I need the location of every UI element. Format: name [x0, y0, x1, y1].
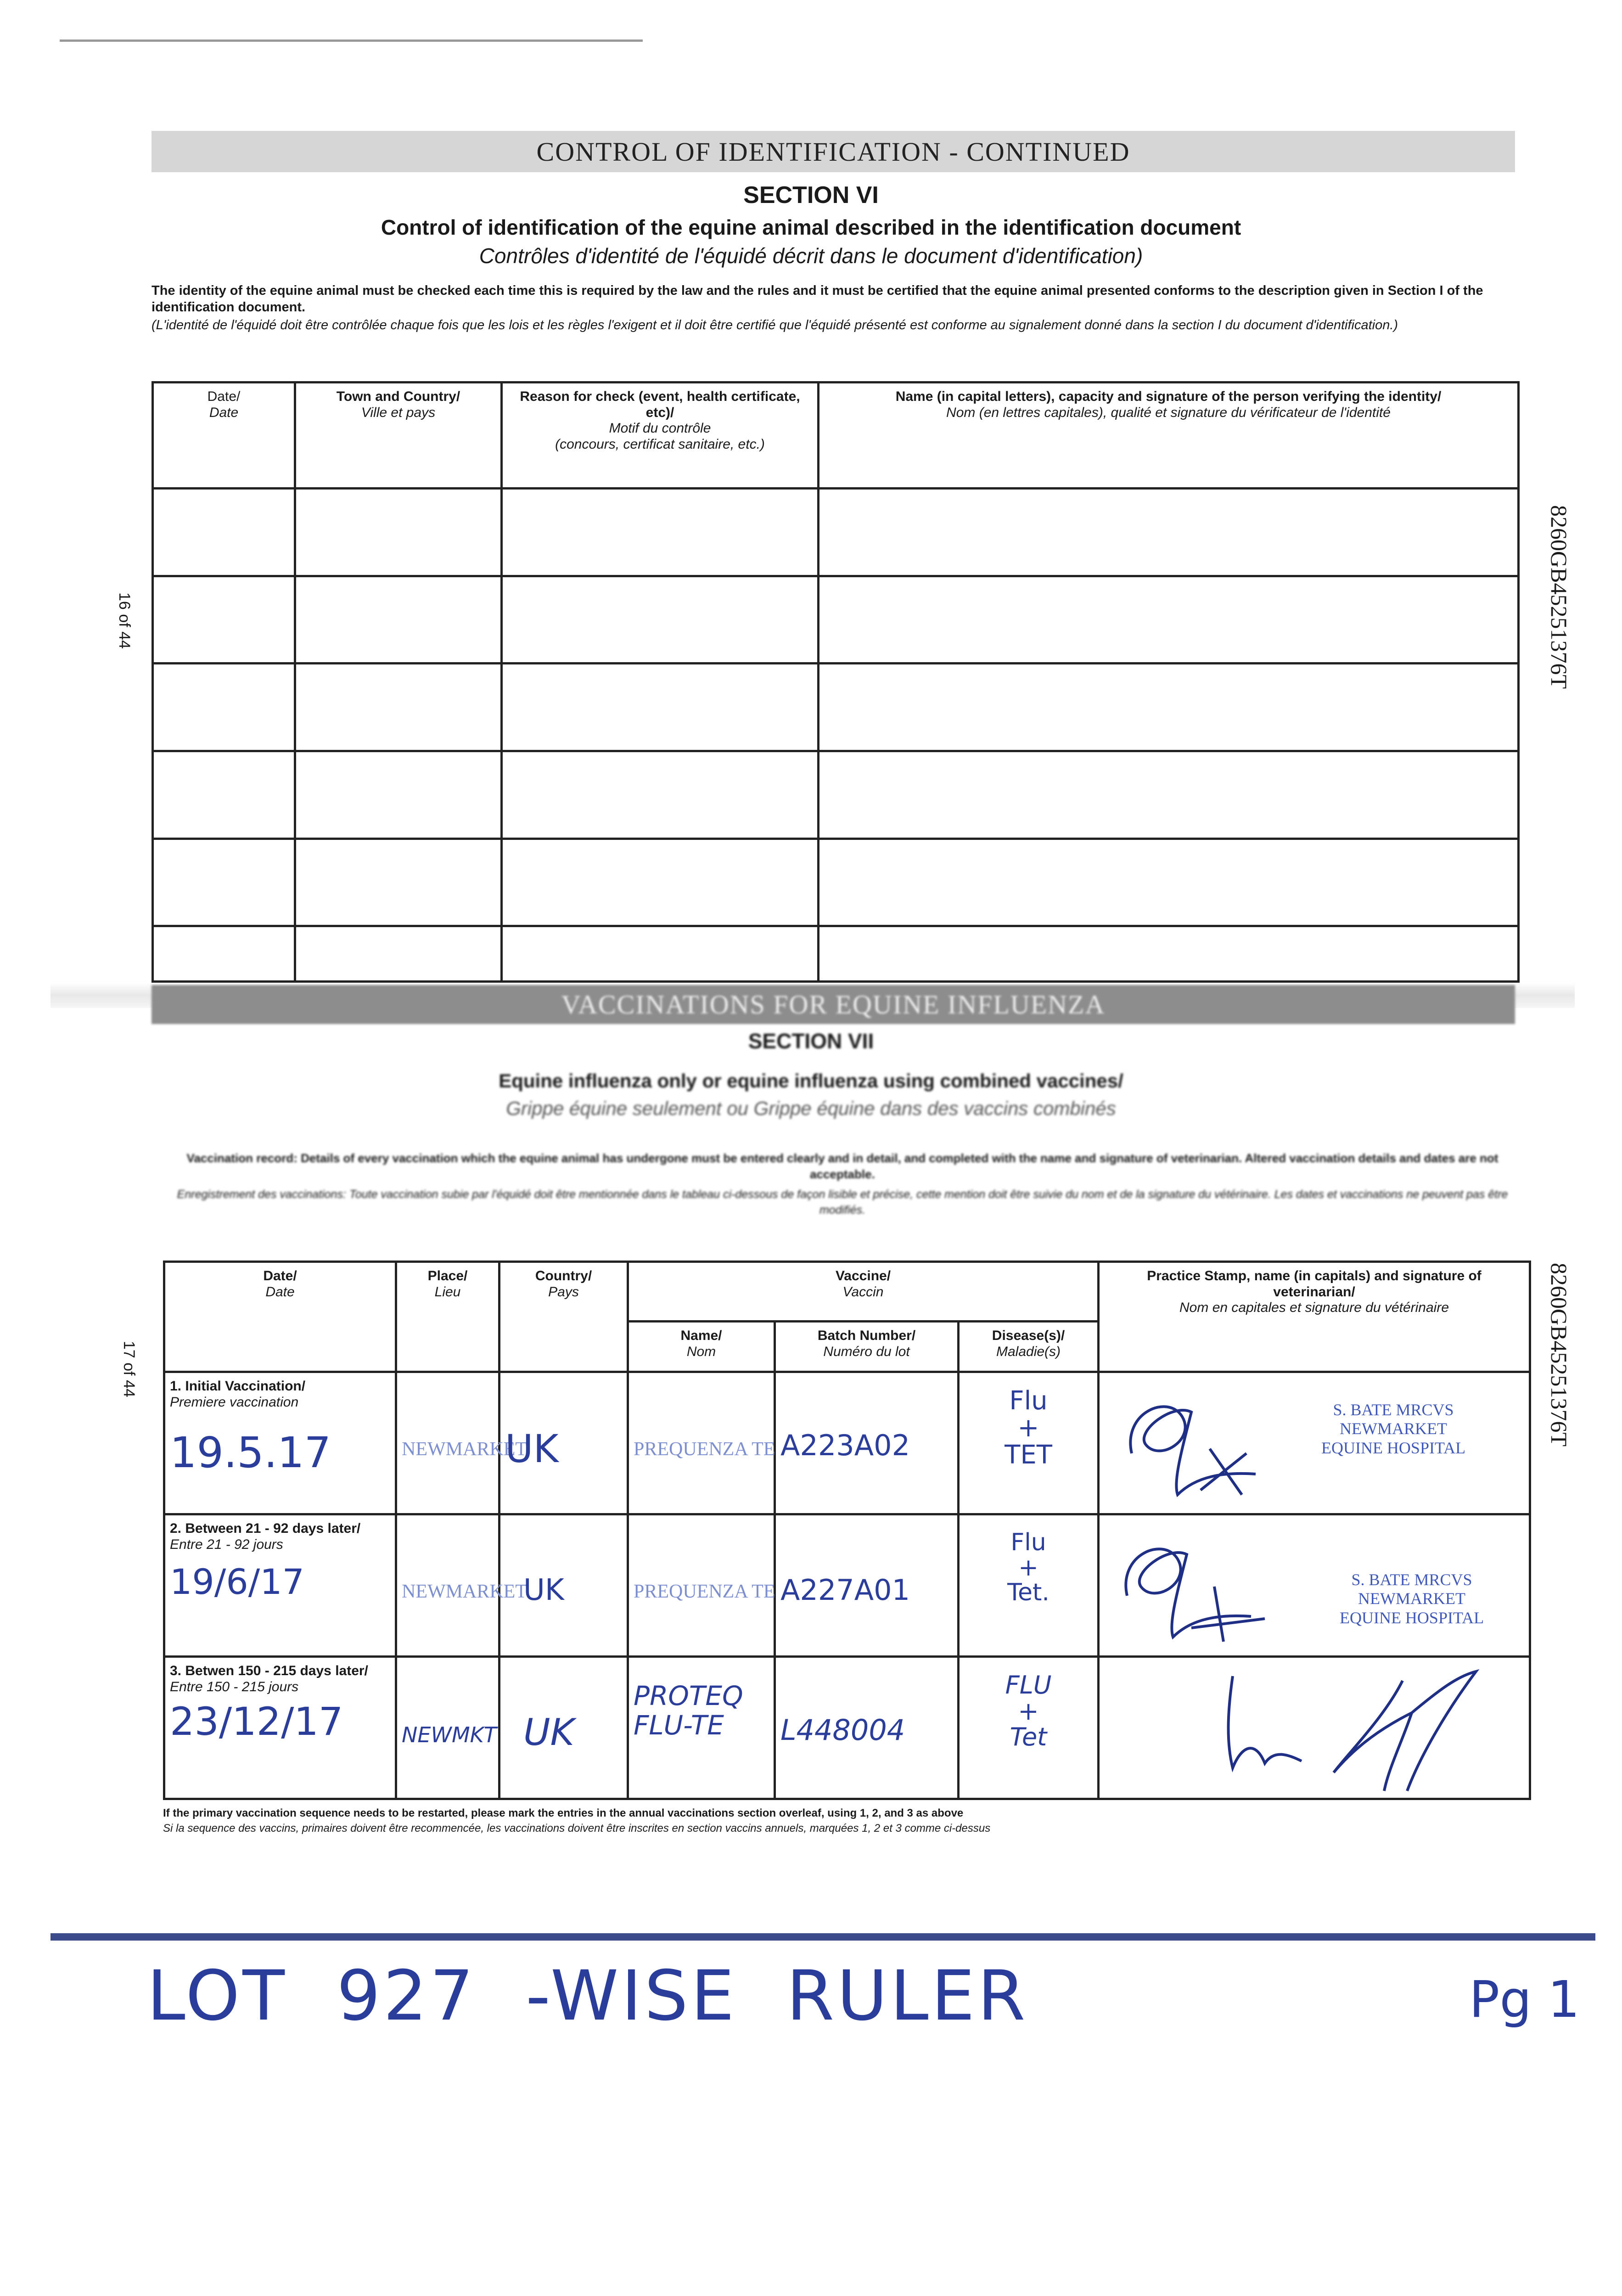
row-vaccine-value: PREQUENZA TE [634, 1439, 775, 1460]
cell[interactable] [295, 926, 502, 982]
col-reason: Reason for check (event, health certificate, etc)/ Motif du contrôle (concours, certificat sanitaire, etc.) [502, 383, 819, 489]
cell[interactable] [153, 664, 295, 751]
lower-title-en: Equine influenza only or equine influenza using combined vaccines/ [499, 1070, 1123, 1092]
cell[interactable] [819, 576, 1519, 664]
row-vaccine-cell[interactable] [628, 1372, 775, 1514]
vaccination-row [164, 1372, 1530, 1514]
cell[interactable] [153, 751, 295, 839]
cell[interactable] [295, 838, 502, 926]
row-label: 1. Initial Vaccination/ [170, 1379, 306, 1394]
practice-stamp: S. BATE MRCVS NEWMARKET EQUINE HOSPITAL [1321, 1401, 1466, 1457]
lower-title-fr: Grippe équine seulement ou Grippe équine dans des vaccins combinés [506, 1097, 1116, 1119]
cell[interactable] [502, 664, 819, 751]
row-vaccine-cell[interactable] [628, 1657, 775, 1799]
row-vet-cell[interactable] [1099, 1514, 1530, 1657]
vaccination-row [164, 1514, 1530, 1657]
col-vet: Practice Stamp, name (in capitals) and signature of veterinarian/ Nom en capitales et signature du vétérinaire [1099, 1262, 1530, 1372]
upper-title-en: Control of identification of the equine animal described in the identification document [381, 215, 1241, 239]
row-place-cell[interactable] [396, 1372, 527, 1514]
row-date-value: 19/6/17 [170, 1561, 304, 1602]
upper-banner-text: CONTROL OF IDENTIFICATION - CONTINUED [536, 136, 1130, 167]
row-country-cell[interactable] [500, 1657, 628, 1799]
col-vaccine: Vaccine/ Vaccin [628, 1262, 1099, 1322]
row-label-fr: Entre 21 - 92 jours [170, 1536, 283, 1552]
upper-title-fr: Contrôles d'identité de l'équidé décrit dans le document d'identification) [479, 244, 1143, 268]
row-date-cell[interactable] [164, 1372, 396, 1514]
cell[interactable] [819, 751, 1519, 839]
col-verifier: Name (in capital letters), capacity and signature of the person verifying the identity/ Nom (en lettres capitales), qualité et signature du vérificateur de l'identité [819, 383, 1519, 489]
page-label: Pg 1 [1469, 1970, 1580, 2029]
row-country-value: UK [523, 1711, 575, 1754]
cell[interactable] [502, 838, 819, 926]
cell[interactable] [502, 576, 819, 664]
vaccination-table [163, 1261, 1531, 1800]
footer-rule [51, 1933, 1595, 1941]
upper-instructions-fr: (L'identité de l'équidé doit être contrôlée chaque fois que les lois et les règles l'exigent et il doit être certifié que l'équidé présenté est conforme au signalement donné dans la section I du document d'identification.) [152, 318, 1398, 332]
row-vet-cell[interactable] [1099, 1657, 1530, 1799]
row-disease-cell[interactable] [959, 1514, 1099, 1657]
upper-section-title: SECTION VI [743, 182, 879, 208]
cell[interactable] [819, 926, 1519, 982]
upper-banner [152, 131, 1515, 172]
cell[interactable] [295, 751, 502, 839]
col-batch: Batch Number/ Numéro du lot [775, 1322, 959, 1372]
practice-stamp: S. BATE MRCVS NEWMARKET EQUINE HOSPITAL [1339, 1570, 1484, 1627]
upper-page-number: 16 of 44 [116, 592, 133, 649]
col-vacc-country: Country/ Pays [500, 1262, 628, 1372]
cell[interactable] [153, 838, 295, 926]
row-place-value: NEWMKT [402, 1722, 497, 1747]
footnote-fr: Si la sequence des vaccins, primaires doivent être recommencée, les vaccinations doivent être inscrites en section vaccins annuels, marquées 1, 2 et 3 comme ci-dessus [163, 1822, 991, 1835]
row-vet-cell[interactable] [1099, 1372, 1530, 1514]
row-vaccine-value: PREQUENZA TE [634, 1581, 775, 1602]
row-place-cell[interactable] [396, 1514, 527, 1657]
col-vacc-date: Date/ Date [164, 1262, 396, 1372]
col-vacc-place: Place/ Lieu [396, 1262, 500, 1372]
row-batch-value: A227A01 [780, 1573, 910, 1607]
col-disease: Disease(s)/ Maladie(s) [959, 1322, 1099, 1372]
lower-banner-text: VACCINATIONS FOR EQUINE INFLUENZA [561, 990, 1106, 1019]
row-label-fr: Premiere vaccination [170, 1394, 299, 1410]
cell[interactable] [295, 576, 502, 664]
row-vaccine-value: PROTEQ FLU-TE [634, 1680, 743, 1741]
row-batch-value: L448004 [780, 1713, 905, 1747]
cell[interactable] [153, 926, 295, 982]
cell[interactable] [153, 576, 295, 664]
row-date-value: 23/12/17 [170, 1699, 343, 1744]
lot-label: LOT 927 -WISE RULER [147, 1956, 1028, 2036]
row-place-value: NEWMARKET [402, 1439, 527, 1460]
row-place-value: NEWMARKET [402, 1581, 527, 1602]
row-batch-cell[interactable] [775, 1514, 959, 1657]
cell[interactable] [153, 488, 295, 576]
row-date-cell[interactable] [164, 1657, 396, 1799]
row-country-value: UK [523, 1573, 564, 1607]
vaccination-row [164, 1657, 1530, 1799]
row-batch-value: A223A02 [780, 1429, 910, 1462]
col-vaccine-name: Name/ Nom [628, 1322, 775, 1372]
row-batch-cell[interactable] [775, 1372, 959, 1514]
cell[interactable] [502, 926, 819, 982]
lower-instructions-fr: Enregistrement des vaccinations: Toute vaccination subie par l'équidé doit être mentionnée dans le tableau ci-dessous de façon lisible et précise, cette mention doit être suivie du nom et de la signature du vétérinaire. Les dates et vaccinations ne peuvent pas être modifiés. [177, 1188, 1508, 1216]
row-disease-value: FLU + Tet [1005, 1671, 1052, 1752]
row-date-cell[interactable] [164, 1514, 396, 1657]
row-date-value: 19.5.17 [170, 1428, 331, 1477]
row-disease-cell[interactable] [959, 1372, 1099, 1514]
cell[interactable] [295, 664, 502, 751]
footnote-en: If the primary vaccination sequence needs to be restarted, please mark the entries in the annual vaccinations section overleaf, using 1, 2, and 3 as above [163, 1807, 964, 1819]
row-disease-cell[interactable] [959, 1657, 1099, 1799]
lower-instructions-en: Vaccination record: Details of every vaccination which the equine animal has undergone must be entered clearly and in detail, and completed with the name and signature of veterinarian. Altered vaccination details and dates are not acceptable. [186, 1151, 1499, 1182]
lower-side-id: 8260GB45251376T [1546, 1263, 1572, 1446]
vet-signature [1127, 1662, 1540, 1795]
top-rule [60, 39, 643, 42]
lower-page-number: 17 of 44 [120, 1341, 138, 1397]
cell[interactable] [819, 488, 1519, 576]
col-town-country: Town and Country/ Ville et pays [295, 383, 502, 489]
row-label: 3. Betwen 150 - 215 days later/ [170, 1663, 368, 1678]
cell[interactable] [295, 488, 502, 576]
identity-check-table [152, 381, 1520, 983]
upper-side-id: 8260GB45251376T [1546, 505, 1572, 689]
row-disease-value: Flu + TET [1005, 1386, 1052, 1470]
row-country-value: UK [505, 1426, 559, 1471]
cell[interactable] [502, 751, 819, 839]
row-batch-cell[interactable] [775, 1657, 959, 1799]
cell[interactable] [819, 664, 1519, 751]
row-place-cell[interactable] [396, 1657, 500, 1799]
col-date: Date/ Date [153, 383, 295, 489]
row-disease-value: Flu + Tet. [1007, 1529, 1050, 1607]
vet-signature [1100, 1527, 1292, 1651]
cell[interactable] [502, 488, 819, 576]
row-label-fr: Entre 150 - 215 jours [170, 1679, 299, 1694]
row-country-cell[interactable] [500, 1372, 628, 1514]
upper-instructions-en: The identity of the equine animal must be checked each time this is required by the law and the rules and it must be certified that the equine animal presented conforms to the description given in Section I of the identification document. [152, 283, 1483, 315]
row-vaccine-cell[interactable] [628, 1514, 775, 1657]
lower-section-title: SECTION VII [748, 1029, 874, 1053]
cell[interactable] [819, 838, 1519, 926]
row-label: 2. Between 21 - 92 days later/ [170, 1521, 361, 1536]
lower-banner [152, 985, 1515, 1024]
